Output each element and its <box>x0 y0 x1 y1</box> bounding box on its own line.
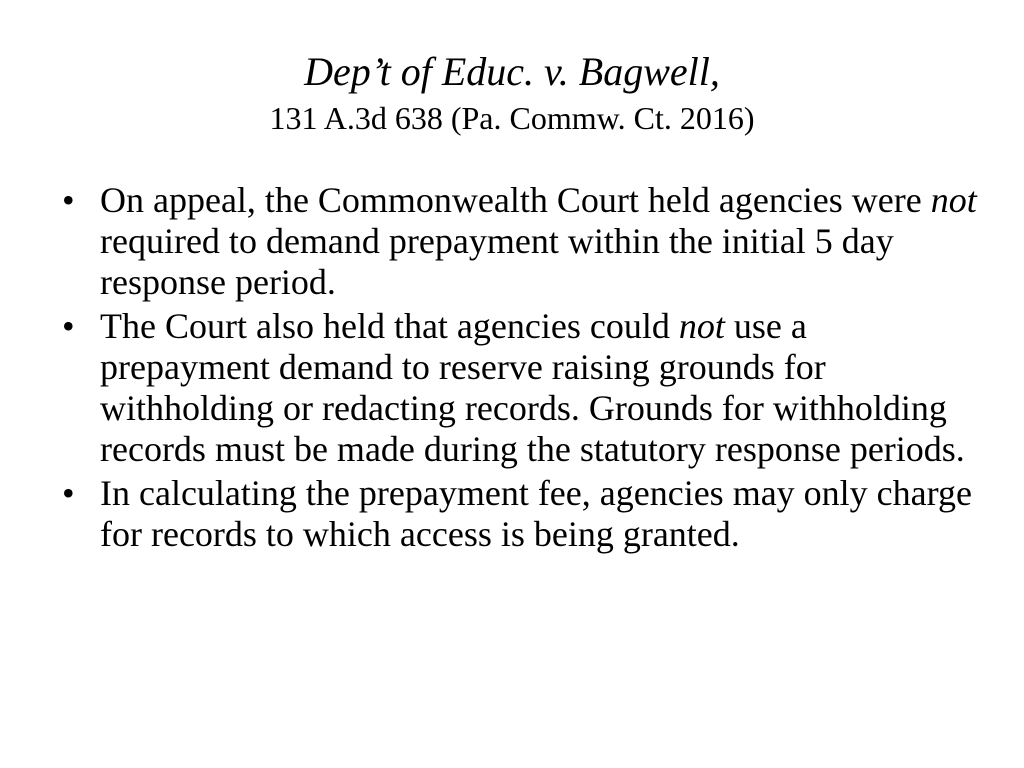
bullet-item <box>60 473 980 555</box>
bullet-item <box>60 306 980 470</box>
bullet-text-segment: On appeal, the Commonwealth Court held agencies were <box>100 180 931 220</box>
bullet-text-segment: The Court also held that agencies could <box>100 306 679 346</box>
bullet-text-segment: use a prepayment demand to reserve raising grounds for withholding or redacting records. Grounds for withholding records must be made during the statutory response periods. <box>100 306 965 469</box>
bullet-icon: • <box>62 180 75 220</box>
bullet-item <box>60 180 980 303</box>
bullet-text-segment-italic: not <box>678 306 725 346</box>
slide-title <box>0 46 1024 138</box>
bullet-text-segment-italic: not <box>930 180 977 220</box>
bullet-text-segment: required to demand prepayment within the initial 5 day response period. <box>100 221 894 302</box>
bullet-text-segment: In calculating the prepayment fee, agencies may only charge for records to which access is being granted. <box>100 473 972 554</box>
bullet-icon: • <box>62 306 75 346</box>
bullet-icon: • <box>62 473 75 513</box>
case-name: Dep’t of Educ. v. Bagwell, <box>304 49 720 94</box>
case-citation: 131 A.3d 638 (Pa. Commw. Ct. 2016) <box>269 100 755 136</box>
bullet-list <box>60 180 980 558</box>
